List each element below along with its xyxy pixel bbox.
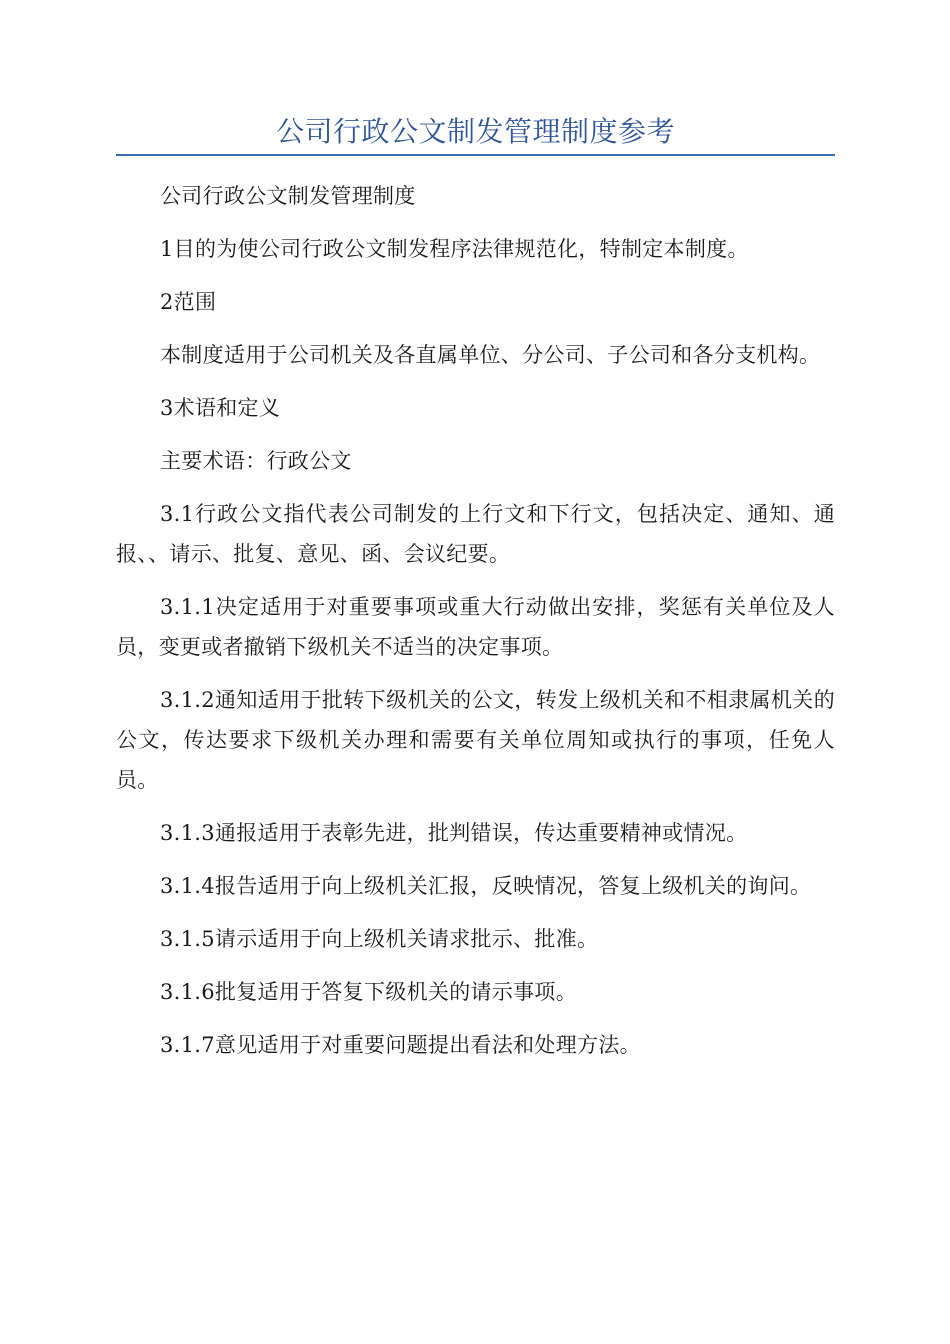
paragraph-scope: 本制度适用于公司机关及各直属单位、分公司、子公司和各分支机构。: [160, 343, 821, 367]
paragraph-heading: 公司行政公文制发管理制度: [160, 184, 416, 208]
paragraph-3-1: 3.1行政公文指代表公司制发的上行文和下行文，包括决定、通知、通报、、请示、批复、意见、函、会议纪要。: [116, 502, 835, 566]
title-underline: [116, 154, 835, 156]
paragraph-main-terms: 主要术语：行政公文: [160, 449, 352, 473]
paragraph-3-1-6: 3.1.6批复适用于答复下级机关的请示事项。: [160, 980, 578, 1004]
paragraph-3-1-4: 3.1.4报告适用于向上级机关汇报，反映情况，答复上级机关的询问。: [160, 874, 812, 898]
paragraph-3-1-7: 3.1.7意见适用于对重要问题提出看法和处理方法。: [160, 1033, 641, 1057]
document-title: 公司行政公文制发管理制度参考: [275, 115, 675, 148]
paragraph-3-1-2: 3.1.2通知适用于批转下级机关的公文，转发上级机关和不相隶属机关的公文，传达要求下级机关办理和需要有关单位周知或执行的事项，任免人员。: [116, 688, 835, 792]
paragraph-terms-heading: 3术语和定义: [160, 396, 281, 420]
paragraph-3-1-1: 3.1.1决定适用于对重要事项或重大行动做出安排，奖惩有关单位及人员，变更或者撤销下级机关不适当的决定事项。: [116, 595, 835, 659]
document-body: [116, 176, 835, 1078]
paragraph-scope-heading: 2范围: [160, 290, 217, 314]
paragraph-3-1-3: 3.1.3通报适用于表彰先进，批判错误，传达重要精神或情况。: [160, 821, 748, 845]
paragraph-3-1-5: 3.1.5请示适用于向上级机关请求批示、批准。: [160, 927, 599, 951]
paragraph-purpose: 1目的为使公司行政公文制发程序法律规范化，特制定本制度。: [160, 237, 749, 261]
